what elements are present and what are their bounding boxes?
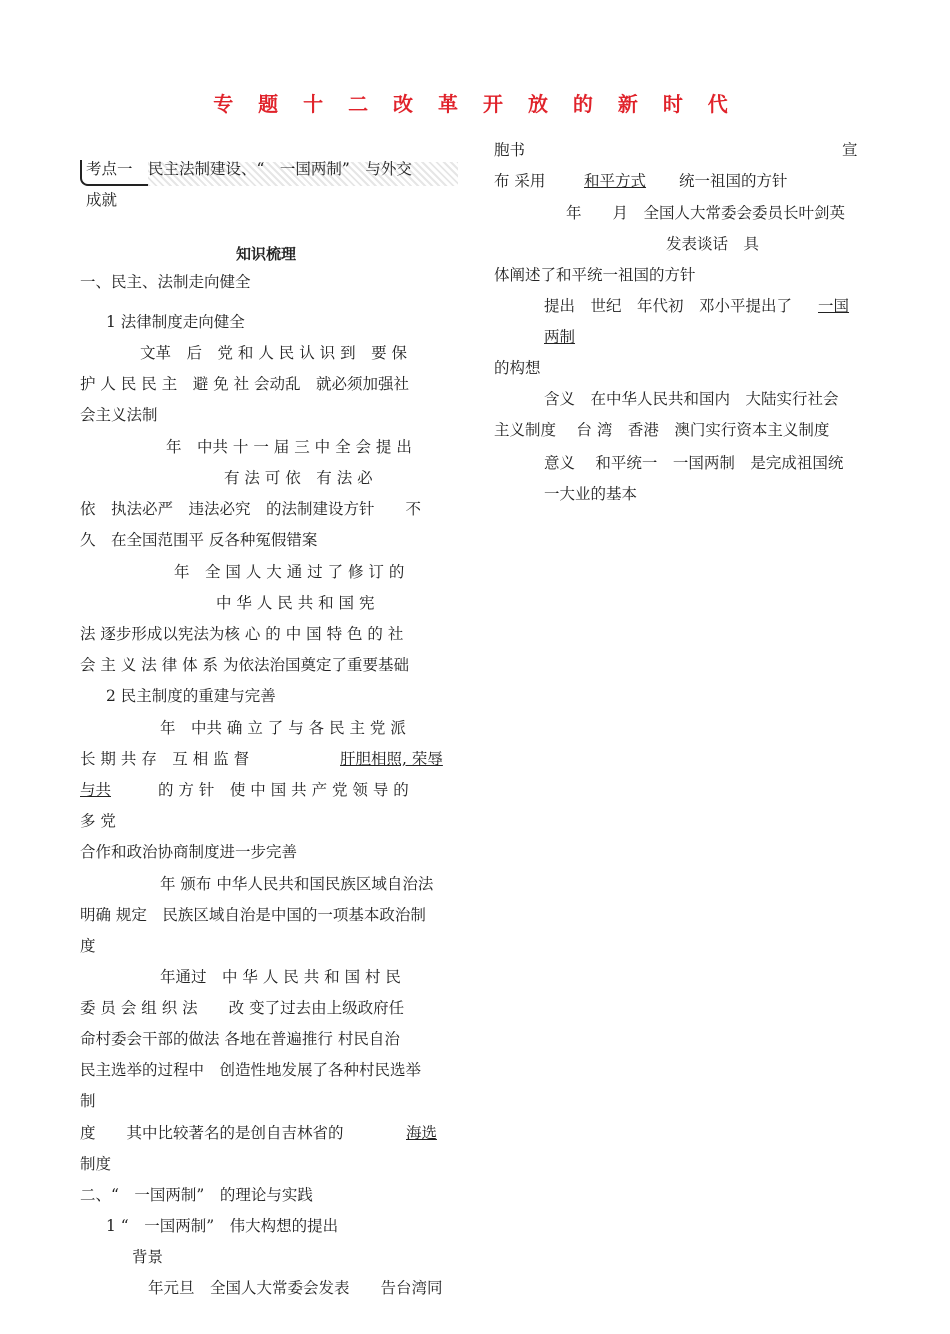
underlined-answer: 两制 bbox=[544, 328, 576, 346]
text-line: 宣 bbox=[842, 141, 858, 159]
text-line: 中 华 人 民 共 和 国 宪 bbox=[216, 594, 375, 612]
text-line: 统一祖国的方针 bbox=[679, 172, 788, 190]
text-line: 含义 在中华人民共和国内 大陆实行社会 bbox=[544, 390, 839, 408]
text-line: 年 月 全国人大常委会委员长叶剑英 bbox=[566, 204, 846, 222]
text-line: 年元旦 全国人大常委会发表 告台湾同 bbox=[148, 1279, 443, 1297]
text-line: 会 主 义 法 律 体 系 为依法治国奠定了重要基础 bbox=[80, 656, 409, 674]
text-line: 一大业的基本 bbox=[544, 485, 638, 503]
kaodian-heading-cont: 成就 bbox=[86, 191, 118, 209]
text-line: 的构想 bbox=[494, 359, 541, 377]
text-line: 年 颁布 中华人民共和国民族区域自治法 bbox=[160, 875, 434, 893]
text-line: 命村委会干部的做法 各地在普遍推行 村民自治 bbox=[80, 1030, 400, 1048]
text-line: 多 党 bbox=[80, 812, 116, 830]
text-line: 发表谈话 具 bbox=[666, 235, 760, 253]
text-line: 文革 后 党 和 人 民 认 识 到 要 保 bbox=[140, 344, 407, 362]
underlined-answer: 肝胆相照, 荣辱 bbox=[340, 750, 443, 768]
text-line: 护 人 民 民 主 避 免 社 会动乱 就必须加强社 bbox=[80, 375, 409, 393]
text-line: 年 中共 十 一 届 三 中 全 会 提 出 bbox=[166, 438, 412, 456]
text-line: 久 在全国范围平 反各种冤假错案 bbox=[80, 531, 318, 549]
underlined-answer: 和平方式 bbox=[584, 172, 647, 190]
text-line: 会主义法制 bbox=[80, 406, 158, 424]
text-line: 年 全 国 人 大 通 过 了 修 订 的 bbox=[174, 563, 405, 581]
text-line: 制 bbox=[80, 1092, 96, 1110]
kaodian-heading: 考点一 民主法制建设、“ 一国两制” 与外交 bbox=[86, 160, 412, 178]
subheading-1-2: 2 民主制度的重建与完善 bbox=[106, 687, 276, 705]
text-line: 法 逐步形成以宪法为核 心 的 中 国 特 色 的 社 bbox=[80, 625, 404, 643]
page-title: 专 题 十 二 改 革 开 放 的 新 时 代 bbox=[213, 92, 737, 116]
text-line: 制度 bbox=[80, 1155, 112, 1173]
section-title: 知识梳理 bbox=[236, 245, 297, 263]
text-line: 合作和政治协商制度进一步完善 bbox=[80, 843, 298, 861]
heading-1: 一、民主、法制走向健全 bbox=[80, 273, 251, 291]
text-line: 胞书 bbox=[494, 141, 526, 159]
text-line: 的 方 针 使 中 国 共 产 党 领 导 的 bbox=[158, 781, 409, 799]
subheading-1-1: 1 法律制度走向健全 bbox=[106, 313, 245, 331]
text-line: 委 员 会 组 织 法 改 变了过去由上级政府任 bbox=[80, 999, 405, 1017]
text-line: 长 期 共 存 互 相 监 督 bbox=[80, 750, 250, 768]
subheading-2-1: 1 “ 一国两制” 伟大构想的提出 bbox=[106, 1217, 339, 1235]
text-line: 度 bbox=[80, 937, 96, 955]
text-line: 布 采用 bbox=[494, 172, 546, 190]
text-line: 主义制度 台 湾 香港 澳门实行资本主义制度 bbox=[494, 421, 830, 439]
text-line: 年通过 中 华 人 民 共 和 国 村 民 bbox=[160, 968, 401, 986]
text-line: 提出 世纪 年代初 邓小平提出了 bbox=[544, 297, 793, 315]
text-line: 度 其中比较著名的是创自吉林省的 bbox=[80, 1124, 344, 1142]
text-line: 依 执法必严 违法必究 的法制建设方针 不 bbox=[80, 500, 422, 518]
text-line: 背景 bbox=[132, 1248, 164, 1266]
text-line: 年 中共 确 立 了 与 各 民 主 党 派 bbox=[160, 719, 406, 737]
text-line: 民主选举的过程中 创造性地发展了各种村民选举 bbox=[80, 1061, 422, 1079]
underlined-answer: 海选 bbox=[406, 1124, 438, 1142]
text-line: 明确 规定 民族区域自治是中国的一项基本政治制 bbox=[80, 906, 426, 924]
text-line: 体阐述了和平统一祖国的方针 bbox=[494, 266, 696, 284]
heading-2: 二、“ 一国两制” 的理论与实践 bbox=[80, 1186, 313, 1204]
underlined-answer: 一国 bbox=[818, 297, 850, 315]
underlined-answer: 与共 bbox=[80, 781, 112, 799]
text-line: 有 法 可 依 有 法 必 bbox=[224, 469, 373, 487]
text-line: 意义 和平统一 一国两制 是完成祖国统 bbox=[544, 454, 844, 472]
